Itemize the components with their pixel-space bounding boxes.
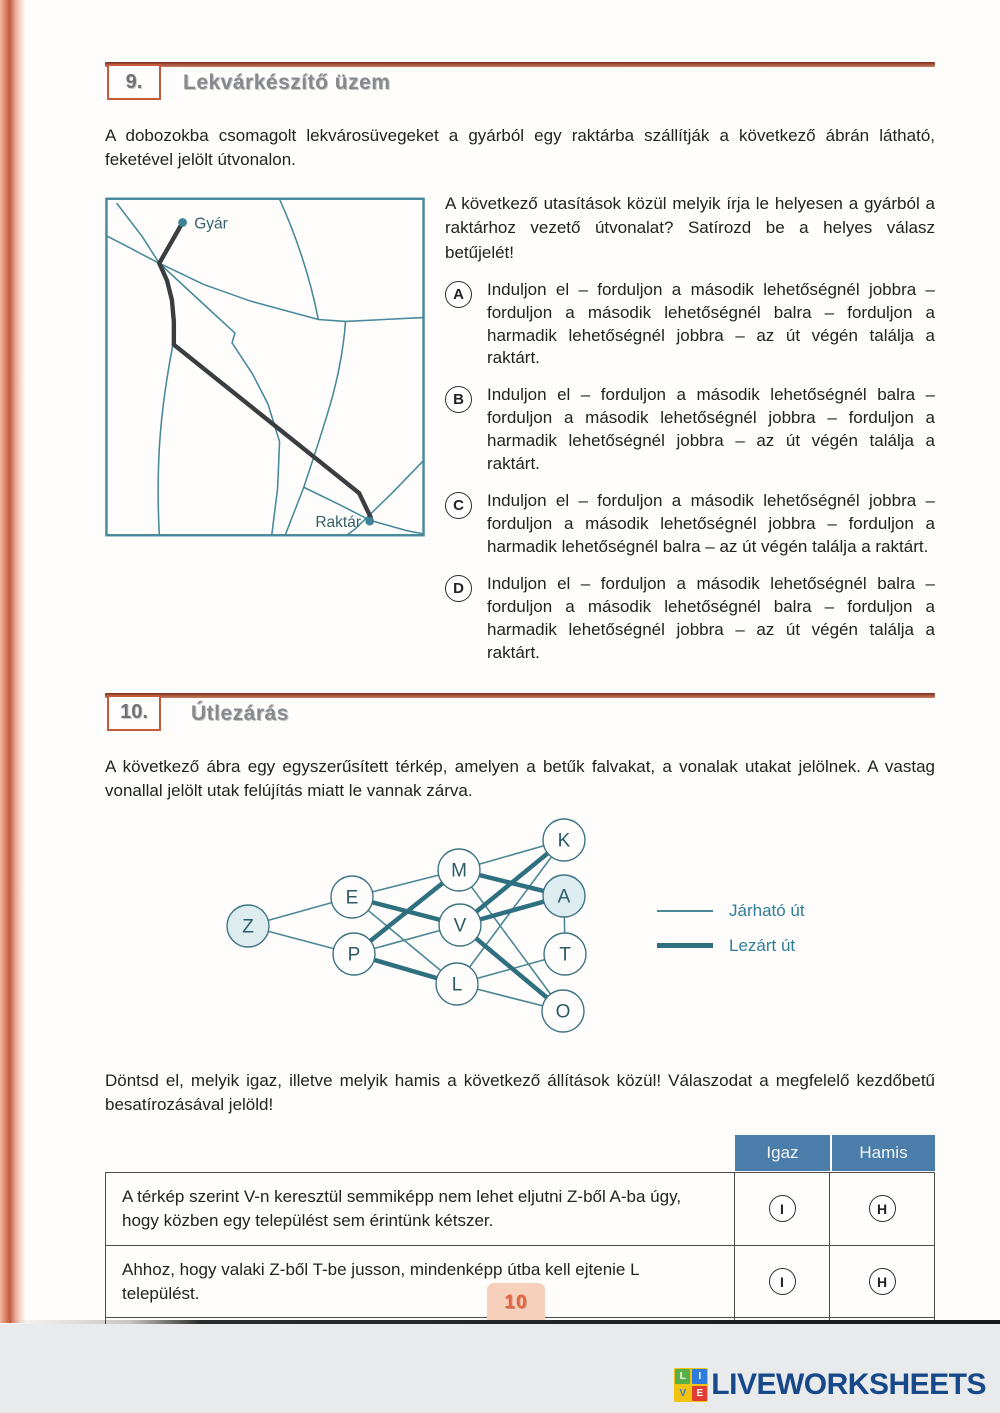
village-label-M: M xyxy=(451,860,467,882)
village-label-P: P xyxy=(347,944,361,966)
village-label-K: K xyxy=(557,830,571,852)
road-network-svg xyxy=(220,813,660,1055)
logo-square-V: V xyxy=(675,1386,690,1401)
closed-road-line-sample xyxy=(657,943,713,948)
statement-text: Ahhoz, hogy valaki Z-ből T-be jusson, mindenképp útba kell ejtenie L települést. xyxy=(122,1259,639,1303)
liveworksheets-logo xyxy=(674,1368,986,1402)
factory-dot xyxy=(178,218,187,227)
route-map-svg xyxy=(105,192,425,542)
header-igaz: Igaz xyxy=(735,1135,830,1171)
village-label-V: V xyxy=(453,915,467,937)
village-label-O: O xyxy=(555,1001,571,1023)
option-text: Induljon el – forduljon a második lehetőségnél balra – forduljon a második lehetőségnél jobbra – forduljon a harmadik lehetőségnél jobbra – az út végén találja a raktárt. xyxy=(487,385,935,474)
liveworksheets-wordmark: LIVEWORKSHEETS xyxy=(711,1368,986,1401)
village-label-A: A xyxy=(557,886,571,908)
open-road-line-sample xyxy=(657,910,713,912)
exercise9-intro: A dobozokba csomagolt lekvárosüvegeket a gyárból egy raktárba szállítják a következő ábrán látható, feketével jelölt útvonalon. xyxy=(105,126,935,170)
exercise9-number: 9. xyxy=(125,70,143,93)
exercise10-intro: A következő ábra egy egyszerűsített térkép, amelyen a betűk falvakat, a vonalak utakat jelölnek. A vastag vonallal jelölt utak felújítás miatt le vannak zárva. xyxy=(105,756,935,800)
exercise10-header xyxy=(105,693,935,741)
top-margin xyxy=(105,0,935,62)
hamis-cell xyxy=(829,1246,934,1318)
map-border xyxy=(106,199,423,535)
warehouse-label: Raktár xyxy=(315,514,361,532)
legend-open-road xyxy=(657,901,805,921)
exercise10-number: 10. xyxy=(120,701,148,724)
true-letter-circle[interactable]: I xyxy=(769,1195,796,1222)
scan-background xyxy=(0,1324,1000,1413)
option-letter-circle[interactable]: B xyxy=(445,386,472,413)
option-letter-circle[interactable]: C xyxy=(445,492,472,519)
option-text: Induljon el – forduljon a második lehetőségnél jobbra – forduljon a második lehetőségnél balra – forduljon a harmadik lehetőségnél jobbra – az út végén találja a raktárt. xyxy=(487,279,935,368)
answer-option xyxy=(445,384,935,476)
answer-options xyxy=(445,279,935,665)
route-map-figure xyxy=(105,192,425,547)
village-label-L: L xyxy=(451,974,463,996)
igaz-cell xyxy=(734,1173,829,1245)
legend-closed-road xyxy=(657,936,805,956)
answer-option xyxy=(445,279,935,371)
map-legend xyxy=(657,901,805,971)
section-gap xyxy=(105,665,935,693)
page-number-tab xyxy=(487,1283,545,1323)
header-spacer xyxy=(105,1135,735,1171)
header-hamis: Hamis xyxy=(830,1135,935,1171)
logo-square-E: E xyxy=(692,1386,707,1401)
village-label-E: E xyxy=(345,887,359,909)
logo-square-L: L xyxy=(675,1369,690,1384)
option-text: Induljon el – forduljon a második lehetőségnél balra – forduljon a második lehetőségnél balra – forduljon a harmadik lehetőségnél jobbra – az út végén találja a raktárt. xyxy=(487,573,935,662)
option-letter-circle[interactable]: A xyxy=(445,281,472,308)
answer-option xyxy=(445,573,935,665)
exercise9-number-box xyxy=(107,64,161,100)
section-rule xyxy=(105,693,935,698)
village-label-T: T xyxy=(559,944,571,966)
logo-square-I: I xyxy=(692,1369,707,1384)
table-row xyxy=(106,1173,934,1245)
village-label-Z: Z xyxy=(242,916,254,938)
road-network-figure xyxy=(105,813,935,1055)
option-letter-circle[interactable]: D xyxy=(445,575,472,602)
false-letter-circle[interactable]: H xyxy=(869,1195,896,1222)
exercise10-instruction: Döntsd el, melyik igaz, illetve melyik hamis a következő állítások közül! Válaszodat a megfelelő kezdőbetű besatírozásával jelöld! xyxy=(105,1070,935,1115)
factory-label: Gyár xyxy=(194,215,228,233)
hamis-cell xyxy=(829,1173,934,1245)
exercise10-number-box xyxy=(107,695,161,731)
answer-option xyxy=(445,490,935,559)
section-rule xyxy=(105,62,935,67)
liveworksheets-logo-icon xyxy=(674,1368,708,1402)
legend-closed-label: Lezárt út xyxy=(729,935,796,955)
exercise9-question: A következő utasítások közül melyik írja le helyesen a gyárból a raktárhoz vezető útvonalat? Satírozd be a helyes válasz betűjelét! xyxy=(445,194,935,262)
option-text: Induljon el – forduljon a második lehetőségnél jobbra – forduljon a második lehetőségnél jobbra – forduljon a harmadik lehetőségnél balra – az út végén találja a raktárt. xyxy=(487,491,935,556)
igaz-cell xyxy=(734,1246,829,1318)
legend-open-label: Járható út xyxy=(729,900,805,920)
exercise9-title: Lekvárkészítő üzem xyxy=(183,71,391,94)
true-letter-circle[interactable]: I xyxy=(769,1268,796,1295)
page-number: 10 xyxy=(504,1292,528,1313)
statement-text: A térkép szerint V-n keresztül semmiképp nem lehet eljutni Z-ből A-ba úgy, hogy közben egy települést sem érintünk kétszer. xyxy=(122,1187,682,1230)
exercise10-title: Útlezárás xyxy=(191,701,289,725)
exercise9-header xyxy=(105,62,935,110)
false-letter-circle[interactable]: H xyxy=(869,1268,896,1295)
warehouse-dot xyxy=(365,517,374,526)
table-header-row xyxy=(105,1135,935,1171)
